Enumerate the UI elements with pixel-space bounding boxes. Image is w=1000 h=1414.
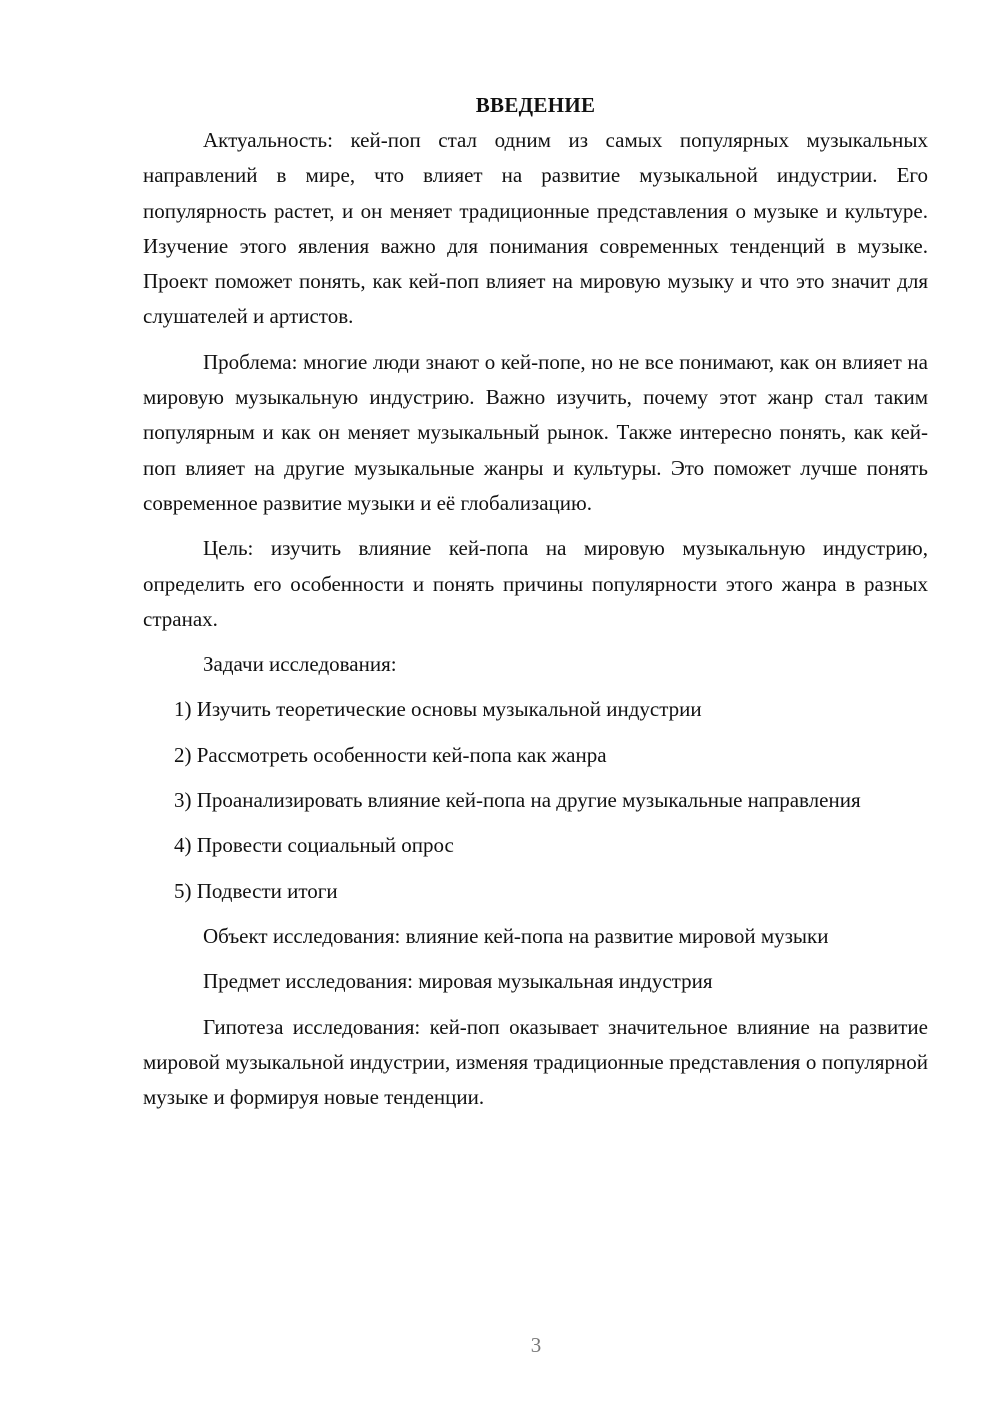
research-subject-paragraph: Предмет исследования: мировая музыкальная индустрия (203, 969, 713, 994)
task-item: 5) Подвести итоги (174, 878, 338, 903)
goal-paragraph: Цель: изучить влияние кей-попа на мировую музыкальную индустрию, определить его особенности и понять причины популярности этого жанра в разных странах. (143, 536, 928, 631)
task-item: 2) Рассмотреть особенности кей-попа как жанра (174, 742, 607, 767)
task-item: 1) Изучить теоретические основы музыкальной индустрии (174, 697, 702, 722)
problem-paragraph: Проблема: многие люди знают о кей-попе, но не все понимают, как он влияет на мировую музыкальную индустрию. Важно изучить, почему этот жанр стал таким популярным и как он меняет музыкальный рынок. Также интересно понять, как кей-поп влияет на другие музыкальные жанры и культуры. Это поможет лучше понять современное развитие музыки и её глобализацию. (143, 349, 928, 515)
task-item: 4) Провести социальный опрос (174, 833, 454, 858)
tasks-title: Задачи исследования: (203, 652, 397, 677)
hypothesis-paragraph: Гипотеза исследования: кей-поп оказывает значительное влияние на развитие мировой музыкальной индустрии, изменяя традиционные представления о популярной музыке и формируя новые тенденции. (143, 1014, 928, 1110)
page-number: 3 (530, 1333, 542, 1357)
research-object-paragraph: Объект исследования: влияние кей-попа на развитие мировой музыки (203, 923, 829, 948)
task-item: 3) Проанализировать влияние кей-попа на другие музыкальные направления (174, 788, 861, 813)
relevance-paragraph: Актуальность: кей-поп стал одним из самых популярных музыкальных направлений в мире, что влияет на развитие музыкальной индустрии. Его популярность растет, и он меняет традиционные представления о музыке и культуре. Изучение этого явления важно для понимания современных тенденций в музыке. Проект поможет понять, как кей-поп влияет на мировую музыку и что это значит для слушателей и артистов. (143, 128, 928, 329)
document-body (143, 88, 928, 1125)
section-heading: ВВЕДЕНИЕ (475, 93, 596, 117)
